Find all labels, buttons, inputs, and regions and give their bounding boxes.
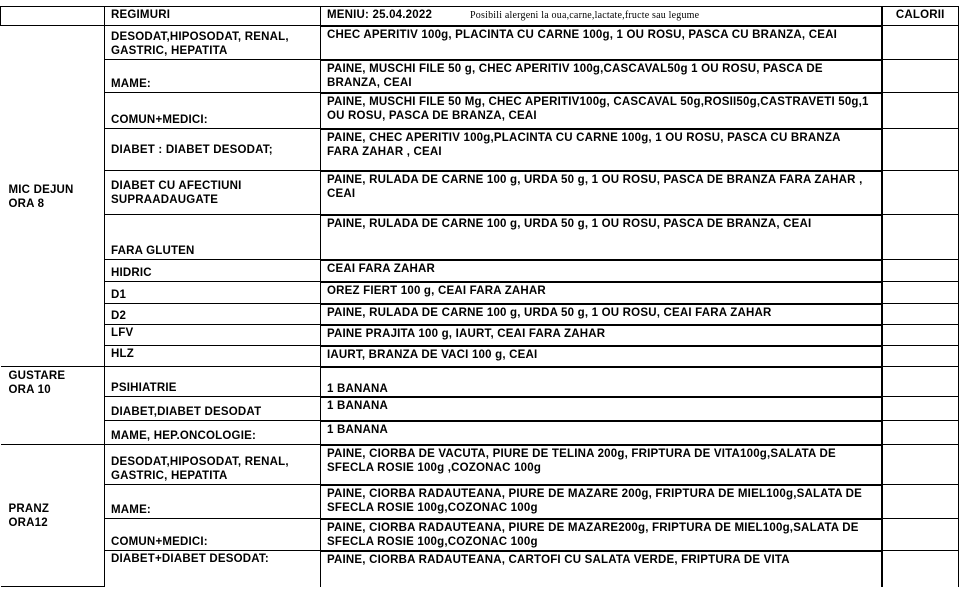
calorii-cell — [882, 485, 959, 519]
table-row — [1, 346, 959, 367]
menu-cell: PAINE, MUSCHI FILE 50 Mg, CHEC APERITIV100g, CASCAVAL 50g,ROSII50g,CASTRAVETI 50g,1 OU ROSU, PASCA DE BRANZA, CEAI — [321, 93, 882, 129]
regim-cell: LFV — [105, 325, 321, 346]
calorii-cell — [882, 129, 959, 171]
regim-cell: PSIHIATRIE — [105, 367, 321, 397]
table-row — [1, 304, 959, 325]
regim-cell: FARA GLUTEN — [105, 215, 321, 260]
header-meal-cell — [1, 7, 105, 26]
menu-cell: PAINE, MUSCHI FILE 50 g, CHEC APERITIV 100g,CASCAVAL50g 1 OU ROSU, PASCA DE BRANZA, CEAI — [321, 60, 882, 93]
regim-cell: HIDRIC — [105, 260, 321, 282]
menu-cell: PAINE PRAJITA 100 g, IAURT, CEAI FARA ZAHAR — [321, 325, 882, 346]
calorii-cell — [882, 519, 959, 551]
meal-lunch: PRANZ ORA12 — [1, 445, 105, 587]
menu-table — [0, 6, 959, 587]
regim-cell: COMUN+MEDICI: — [105, 519, 321, 551]
menu-cell: PAINE, CIORBA RADAUTEANA, PIURE DE MAZARE200g, FRIPTURA DE MIEL100g,SALATA DE SFECLA ROSIE 100g,COZONAC 100g — [321, 519, 882, 551]
calorii-cell — [882, 93, 959, 129]
meal-breakfast: MIC DEJUN ORA 8 — [1, 26, 105, 367]
regim-cell: DESODAT,HIPOSODAT, RENAL, GASTRIC, HEPATITA — [105, 445, 321, 485]
menu-cell: 1 BANANA — [321, 421, 882, 445]
menu-cell: PAINE, CHEC APERITIV 100g,PLACINTA CU CARNE 100g, 1 OU ROSU, PASCA CU BRANZA FARA ZAHAR , CEAI — [321, 129, 882, 171]
regim-cell: COMUN+MEDICI: — [105, 93, 321, 129]
menu-cell: PAINE, CIORBA DE VACUTA, PIURE DE TELINA 200g, FRIPTURA DE VITA100g,SALATA DE SFECLA ROSIE 100g ,COZONAC 100g — [321, 445, 882, 485]
menu-cell: 1 BANANA — [321, 397, 882, 421]
calorii-cell — [882, 260, 959, 282]
header-regimuri: REGIMURI — [105, 7, 321, 26]
table-row — [1, 215, 959, 260]
calorii-cell — [882, 325, 959, 346]
header-row — [1, 7, 959, 26]
regim-cell: DESODAT,HIPOSODAT, RENAL, GASTRIC, HEPATITA — [105, 26, 321, 60]
menu-cell: CEAI FARA ZAHAR — [321, 260, 882, 282]
menu-cell: PAINE, RULADA DE CARNE 100 g, URDA 50 g, 1 OU ROSU, CEAI FARA ZAHAR — [321, 304, 882, 325]
calorii-cell — [882, 397, 959, 421]
menu-cell: PAINE, RULADA DE CARNE 100 g, URDA 50 g, 1 OU ROSU, PASCA DE BRANZA, CEAI — [321, 215, 882, 260]
regim-cell: DIABET+DIABET DESODAT: — [105, 551, 321, 587]
calorii-cell — [882, 304, 959, 325]
allergens-note: Posibili alergeni la oua,carne,lactate,fructe sau legume — [470, 10, 700, 21]
regim-cell: MAME: — [105, 60, 321, 93]
regim-cell: DIABET CU AFECTIUNI SUPRAADAUGATE — [105, 171, 321, 215]
calorii-cell — [882, 421, 959, 445]
table-row — [1, 421, 959, 445]
table-row — [1, 60, 959, 93]
menu-cell: CHEC APERITIV 100g, PLACINTA CU CARNE 100g, 1 OU ROSU, PASCA CU BRANZA, CEAI — [321, 26, 882, 60]
calorii-cell — [882, 215, 959, 260]
table-row — [1, 551, 959, 587]
regim-cell: MAME: — [105, 485, 321, 519]
table-row — [1, 445, 959, 485]
table-row — [1, 282, 959, 304]
table-row — [1, 485, 959, 519]
calorii-cell — [882, 346, 959, 367]
table-row — [1, 93, 959, 129]
meal-snack: GUSTARE ORA 10 — [1, 367, 105, 445]
calorii-cell — [882, 445, 959, 485]
regim-cell: DIABET : DIABET DESODAT; — [105, 129, 321, 171]
table-row — [1, 129, 959, 171]
table-row — [1, 367, 959, 397]
calorii-cell — [882, 60, 959, 93]
header-meniu — [321, 7, 882, 26]
calorii-cell — [882, 26, 959, 60]
table-row — [1, 260, 959, 282]
menu-cell: PAINE, RULADA DE CARNE 100 g, URDA 50 g, 1 OU ROSU, PASCA DE BRANZA FARA ZAHAR , CEAI — [321, 171, 882, 215]
table-row — [1, 397, 959, 421]
regim-cell: DIABET,DIABET DESODAT — [105, 397, 321, 421]
menu-cell: OREZ FIERT 100 g, CEAI FARA ZAHAR — [321, 282, 882, 304]
calorii-cell — [882, 171, 959, 215]
header-calorii: CALORII — [882, 7, 959, 26]
menu-cell: PAINE, CIORBA RADAUTEANA, CARTOFI CU SALATA VERDE, FRIPTURA DE VITA — [321, 551, 882, 587]
regim-cell: D1 — [105, 282, 321, 304]
calorii-cell — [882, 551, 959, 587]
menu-cell: PAINE, CIORBA RADAUTEANA, PIURE DE MAZARE 200g, FRIPTURA DE MIEL100g,SALATA DE SFECLA ROSIE 100g,COZONAC 100g — [321, 485, 882, 519]
regim-cell: HLZ — [105, 346, 321, 367]
calorii-cell — [882, 367, 959, 397]
menu-cell: 1 BANANA — [321, 367, 882, 397]
menu-date: MENIU: 25.04.2022 — [327, 9, 433, 21]
table-row — [1, 519, 959, 551]
table-row — [1, 26, 959, 60]
regim-cell: D2 — [105, 304, 321, 325]
table-row — [1, 171, 959, 215]
menu-cell: IAURT, BRANZA DE VACI 100 g, CEAI — [321, 346, 882, 367]
regim-cell: MAME, HEP.ONCOLOGIE: — [105, 421, 321, 445]
calorii-cell — [882, 282, 959, 304]
table-row — [1, 325, 959, 346]
